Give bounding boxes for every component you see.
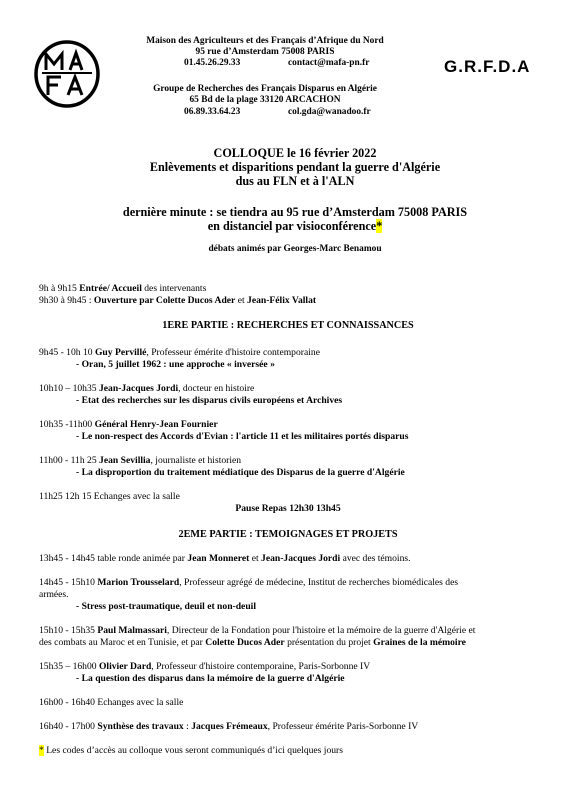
colloque-subtitle-2: dus au FLN et à l'ALN (235, 174, 355, 188)
footnote-text: Les codes d’accès au colloque vous seront communiqués d’ici quelques jours (43, 745, 343, 756)
session1-time: 9h45 - 10h 10 (39, 347, 95, 358)
talk4-speaker: Olivier Dard (98, 661, 152, 672)
footnote (39, 745, 539, 757)
org2-email: col.gda@wanadoo.fr (288, 107, 371, 117)
talk3-project: Graines de la mémoire (373, 637, 466, 648)
entry-rest: des intervenants (141, 283, 207, 294)
mafa-logo (34, 40, 100, 108)
colloque-label: COLLOQUE (213, 146, 284, 160)
session4-speaker: Jean Sevillia (99, 455, 151, 466)
talk4-time: 15h35 – 16h00 (39, 661, 99, 672)
session2-topic: - Etat des recherches sur les disparus civils européens et Archives (76, 395, 343, 406)
synthesis-line (39, 721, 539, 733)
entry-label: Entrée/ Accueil (79, 283, 142, 294)
visio-asterisk: * (376, 219, 383, 233)
talk3-desc3: présentation du projet (284, 637, 374, 648)
talk3-line2 (39, 637, 539, 649)
session4-time: 11h00 - 11h 25 (39, 455, 100, 466)
org1-name: Maison des Agriculteurs et des Français d’Afrique du Nord (146, 36, 384, 46)
synthesis-colon: : (183, 721, 192, 732)
roundtable-time: 13h45 - 14h45 table ronde animée par (39, 553, 188, 564)
visio-note (60, 219, 530, 234)
talk2-desc: , Professeur agrégé de médecine, Institut de recherches biomédicales des (179, 577, 459, 588)
synthesis-time: 16h40 - 17h00 (39, 721, 98, 732)
synthesis-desc: , Professeur émérite Paris-Sorbonne IV (267, 721, 419, 732)
talk4-line (39, 661, 539, 673)
org1-address: 95 rue d’Amsterdam 75008 PARIS (195, 47, 335, 57)
talk3-desc: , Directeur de la Fondation pour l'histoire et la mémoire de la guerre d'Algérie et (166, 625, 476, 636)
session1-line (39, 347, 539, 359)
session2-desc: , docteur en histoire (178, 383, 255, 394)
synthesis-label: Synthèse des travaux (97, 721, 184, 732)
program-line-entry (39, 283, 539, 295)
session4-topic: - La disproportion du traitement médiatique des Disparus de la guerre d'Algérie (76, 467, 405, 478)
session4-desc: , journaliste et historien (150, 455, 242, 466)
roundtable-speaker1: Jean Monneret (187, 553, 250, 564)
talk2-speaker: Marion Trousselard (97, 577, 180, 588)
talk4-desc: , Professeur d'histoire contemporaine, Paris-Sorbonne IV (151, 661, 371, 672)
lunch-break: Pause Repas 12h30 13h45 (235, 503, 341, 514)
talk5-line: 16h00 - 16h40 Echanges avec la salle (39, 697, 184, 708)
org2-name: Groupe de Recherches des Français Disparus en Algérie (153, 84, 377, 94)
session1-topic: - Oran, 5 juillet 1962 : une approche « inversée » (76, 359, 275, 370)
session2-line (39, 383, 539, 395)
org1-phone: 01.45.26.29.33 (184, 58, 241, 68)
opening-time: 9h30 à 9h45 : (39, 295, 94, 306)
session2-speaker: Jean-Jacques Jordi (98, 383, 179, 394)
session3-time: 10h35 -11h00 (39, 419, 95, 430)
entry-time: 9h à 9h15 (39, 283, 80, 294)
moderator-line: débats animés par Georges-Marc Benamou (208, 244, 382, 254)
colloque-title (60, 146, 530, 161)
talk2-desc-cont: armées. (39, 589, 69, 600)
talk3-time: 15h10 - 15h35 (39, 625, 98, 636)
talk3-line (39, 625, 539, 637)
opening-name2: Jean-Félix Vallat (247, 295, 317, 306)
org1-email: contact@mafa-pn.fr (288, 58, 370, 68)
org2-phone: 06.89.33.64.23 (184, 107, 241, 117)
session2-time: 10h10 – 10h35 (39, 383, 99, 394)
colloque-date: le 16 février 2022 (283, 146, 377, 160)
session1-desc: , Professeur émérite d'histoire contemporaine (146, 347, 320, 358)
session3-topic: - Le non-respect des Accords d'Evian : l'article 11 et les militaires portés disparus (76, 431, 409, 442)
talk3-speaker2: Colette Ducos Ader (205, 637, 285, 648)
program-line-opening (39, 295, 539, 307)
synthesis-speaker: Jacques Frémeaux (191, 721, 268, 732)
colloque-subtitle-1: Enlèvements et disparitions pendant la guerre d'Algérie (149, 160, 441, 174)
talk3-speaker: Paul Malmassari (97, 625, 167, 636)
footnote-asterisk: * (39, 745, 44, 756)
session1-speaker: Guy Pervillé (94, 347, 147, 358)
roundtable-speaker2: Jean-Jacques Jordi (261, 553, 341, 564)
part2-heading: 2EME PARTIE : TEMOIGNAGES ET PROJETS (178, 529, 398, 540)
grfda-acronym: G.R.F.D.A (444, 57, 531, 76)
org2-address: 65 Bd de la plage 33120 ARCACHON (189, 95, 341, 105)
session3-line (39, 419, 539, 431)
opening-label: Ouverture par Colette Ducos Ader (93, 295, 236, 306)
roundtable-line (39, 553, 539, 565)
talk4-topic: - La question des disparus dans la mémoire de la guerre d'Algérie (76, 673, 345, 684)
session3-speaker: Général Henry-Jean Fournier (94, 419, 218, 430)
session5-line: 11h25 12h 15 Echanges avec la salle (39, 491, 180, 502)
talk2-line (39, 577, 539, 589)
last-minute-note: dernière minute : se tiendra au 95 rue d’Amsterdam 75008 PARIS (122, 205, 468, 219)
talk2-time: 14h45 - 15h10 (39, 577, 98, 588)
roundtable-rest: avec des témoins. (340, 553, 411, 564)
session4-line (39, 455, 539, 467)
talk3-desc2: des combats au Maroc et en Tunisie, et par (39, 637, 206, 648)
opening-and: et (235, 295, 248, 306)
part1-heading: 1ERE PARTIE : RECHERCHES ET CONNAISSANCES (162, 320, 414, 331)
visio-text: en distanciel par visioconférence (207, 219, 377, 233)
talk2-topic: - Stress post-traumatique, deuil et non-deuil (76, 601, 256, 612)
roundtable-and: et (249, 553, 262, 564)
